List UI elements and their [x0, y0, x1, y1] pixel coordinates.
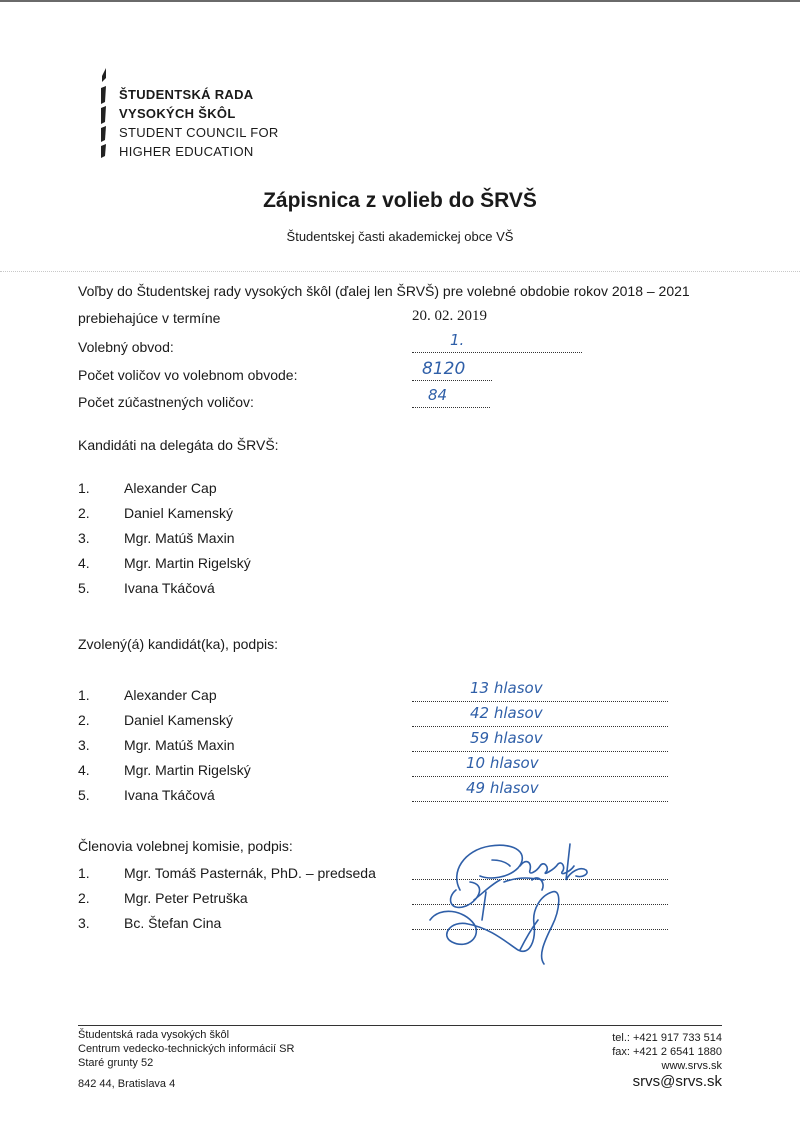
- footer-contacts: [520, 1031, 722, 1089]
- member-name: Bc. Štefan Cina: [124, 915, 222, 931]
- intro-text: Voľby do Študentskej rady vysokých škôl (ďalej len ŠRVŠ) pre volebné obdobie rokov 2018 – 2021: [78, 283, 690, 299]
- term-value: 20. 02. 2019: [412, 308, 487, 324]
- result-name: Mgr. Martin Rigelský: [124, 762, 251, 778]
- footer-city: 842 44, Bratislava 4: [78, 1078, 176, 1090]
- result-line: [412, 801, 668, 802]
- result-votes: 13 hlasov: [470, 679, 543, 697]
- logo-line-1: ŠTUDENTSKÁ RADA: [119, 87, 254, 102]
- elected-heading: Zvolený(á) kandidát(ka), podpis:: [78, 636, 278, 652]
- separator: [0, 271, 800, 272]
- result-votes: 10 hlasov: [466, 754, 539, 772]
- member-num: 1.: [78, 865, 90, 881]
- top-border: [0, 0, 800, 2]
- member-name: Mgr. Peter Petruška: [124, 890, 248, 906]
- candidates-heading: Kandidáti na delegáta do ŠRVŠ:: [78, 437, 279, 453]
- result-num: 2.: [78, 712, 90, 728]
- candidate-name: Ivana Tkáčová: [124, 580, 215, 596]
- commission-heading: Členovia volebnej komisie, podpis:: [78, 838, 293, 854]
- district-line: [412, 352, 582, 353]
- footer-tel: tel.: +421 917 733 514: [612, 1032, 722, 1044]
- result-num: 3.: [78, 737, 90, 753]
- result-line: [412, 776, 668, 777]
- candidate-num: 5.: [78, 580, 90, 596]
- result-votes: 59 hlasov: [470, 729, 543, 747]
- candidate-name: Mgr. Martin Rigelský: [124, 555, 251, 571]
- district-value: 1.: [450, 331, 465, 349]
- document-subtitle: Študentskej časti akademickej obce VŠ: [286, 229, 514, 244]
- footer-fax: fax: +421 2 6541 1880: [612, 1046, 722, 1058]
- result-name: Ivana Tkáčová: [124, 787, 215, 803]
- logo-mark-icon: [98, 66, 110, 158]
- participants-line: [412, 407, 490, 408]
- candidate-num: 2.: [78, 505, 90, 521]
- result-votes: 49 hlasov: [466, 779, 539, 797]
- district-label: Volebný obvod:: [78, 339, 174, 355]
- candidate-name: Alexander Cap: [124, 480, 217, 496]
- candidate-num: 1.: [78, 480, 90, 496]
- result-name: Daniel Kamenský: [124, 712, 233, 728]
- logo-line-2: VYSOKÝCH ŠKÔL: [119, 106, 236, 121]
- result-num: 5.: [78, 787, 90, 803]
- footer-center: Centrum vedecko-technických informácií SR: [78, 1043, 295, 1055]
- document-title: Zápisnica z volieb do ŠRVŠ: [263, 189, 537, 212]
- result-num: 1.: [78, 687, 90, 703]
- result-name: Mgr. Matúš Maxin: [124, 737, 235, 753]
- candidate-name: Mgr. Matúš Maxin: [124, 530, 235, 546]
- term-label: prebiehajúce v termíne: [78, 310, 221, 326]
- footer-address: [78, 1028, 294, 1091]
- footer-org: Študentská rada vysokých škôl: [78, 1029, 230, 1041]
- logo-text: [119, 85, 279, 161]
- footer-street: Staré grunty 52: [78, 1057, 154, 1069]
- participants-label: Počet zúčastnených voličov:: [78, 394, 254, 410]
- footer-rule: [78, 1025, 722, 1026]
- logo-line-4: HIGHER EDUCATION: [119, 144, 254, 159]
- member-name: Mgr. Tomáš Pasternák, PhD. – predseda: [124, 865, 376, 881]
- voters-line: [412, 380, 492, 381]
- member-num: 2.: [78, 890, 90, 906]
- signature-member3-icon: [420, 880, 610, 990]
- logo-line-3: STUDENT COUNCIL FOR: [119, 125, 279, 140]
- member-num: 3.: [78, 915, 90, 931]
- result-line: [412, 726, 668, 727]
- result-num: 4.: [78, 762, 90, 778]
- voters-value: 8120: [422, 359, 466, 379]
- result-line: [412, 701, 668, 702]
- voters-label: Počet voličov vo volebnom obvode:: [78, 367, 298, 383]
- result-line: [412, 751, 668, 752]
- candidate-num: 3.: [78, 530, 90, 546]
- candidate-name: Daniel Kamenský: [124, 505, 233, 521]
- footer-email[interactable]: srvs@srvs.sk: [632, 1073, 722, 1090]
- result-votes: 42 hlasov: [470, 704, 543, 722]
- footer-web[interactable]: www.srvs.sk: [661, 1060, 722, 1072]
- participants-value: 84: [428, 386, 448, 404]
- candidate-num: 4.: [78, 555, 90, 571]
- result-name: Alexander Cap: [124, 687, 217, 703]
